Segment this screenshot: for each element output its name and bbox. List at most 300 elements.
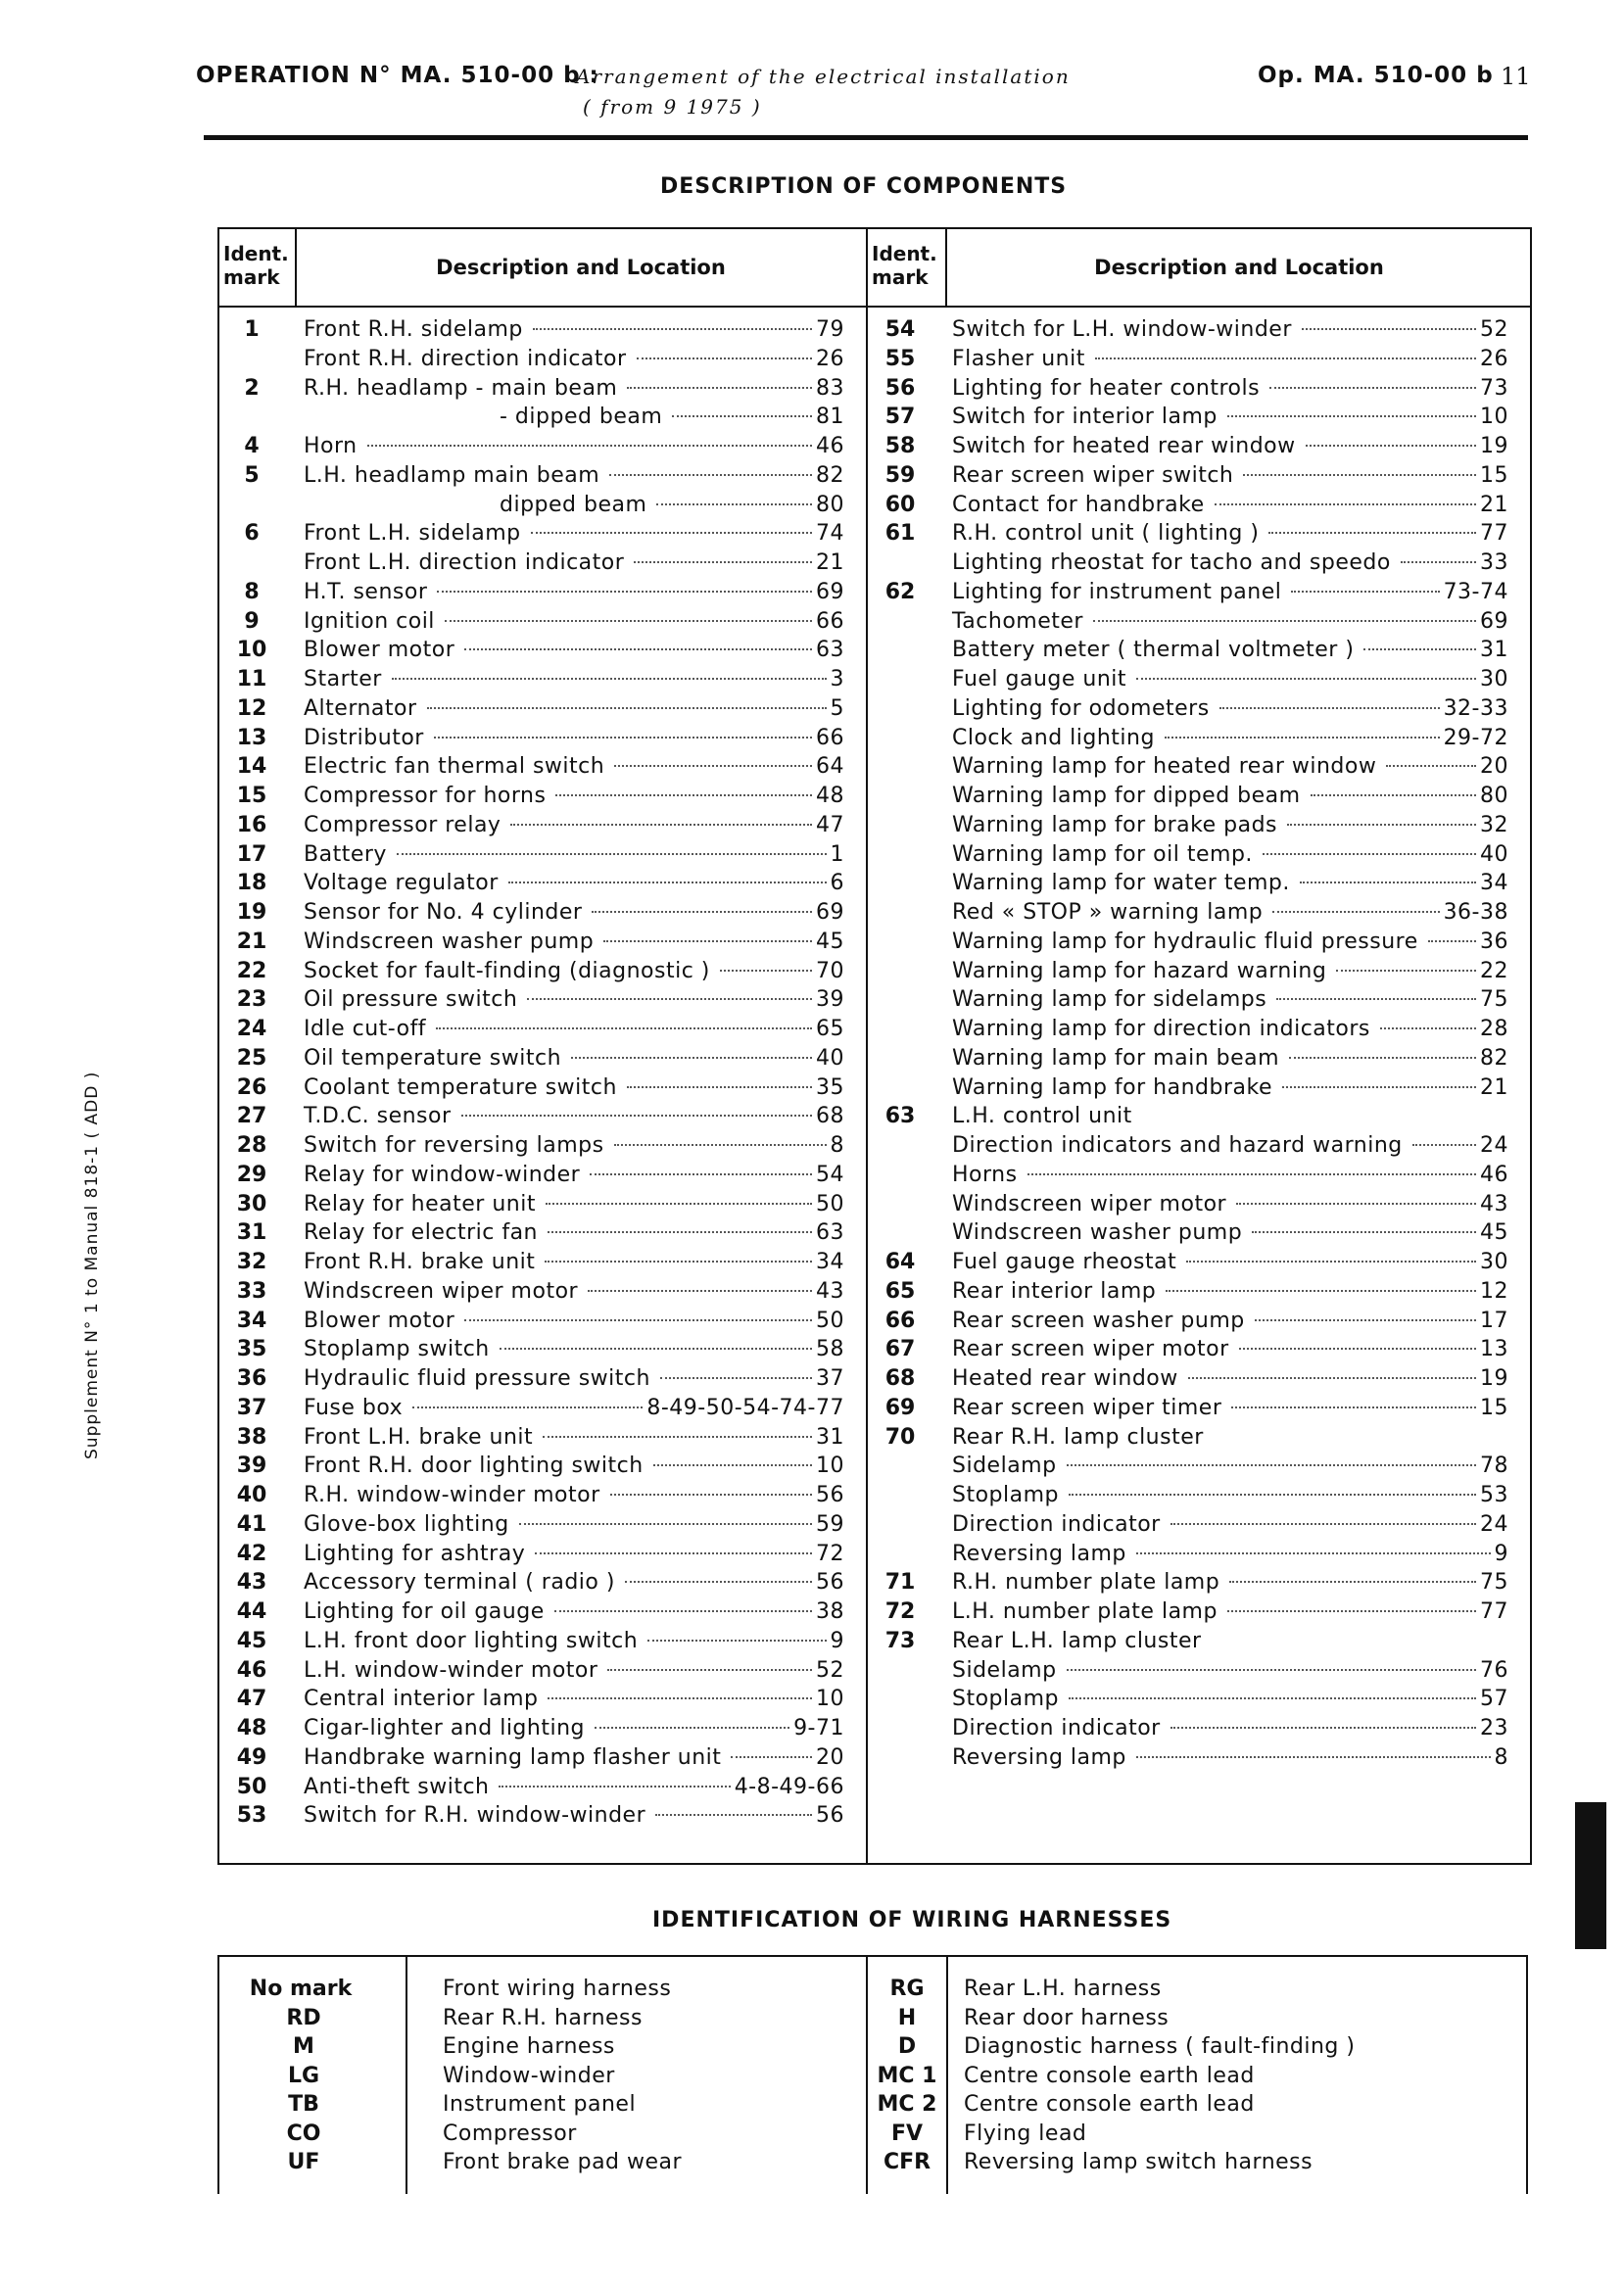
leader-dots <box>1093 620 1476 622</box>
diagram-reference: 29-72 <box>1443 725 1508 750</box>
leader-dots <box>660 1377 812 1379</box>
ident-mark: 42 <box>236 1541 267 1566</box>
leader-dots <box>533 328 812 330</box>
harness-code: RG <box>889 1977 925 2001</box>
harness-code: No mark <box>249 1977 353 2001</box>
ident-mark: 33 <box>236 1278 267 1304</box>
ident-mark: 50 <box>236 1774 267 1799</box>
list-item <box>219 548 866 578</box>
header-divider <box>219 306 1530 308</box>
component-description: Stoplamp <box>952 1483 1060 1507</box>
ident-mark: 68 <box>884 1366 916 1391</box>
component-description: Red « STOP » warning lamp <box>952 900 1264 925</box>
harness-code: H <box>897 2005 917 2030</box>
harness-name: Window-winder <box>443 2063 615 2088</box>
diagram-reference: 63 <box>816 638 844 663</box>
list-item <box>219 1743 866 1773</box>
harness-table <box>217 1955 1528 2194</box>
component-description: Rear screen wiper timer <box>952 1395 1222 1420</box>
leader-dots <box>1027 1173 1476 1175</box>
diagram-reference: 1 <box>830 841 844 867</box>
leader-dots <box>656 503 812 505</box>
diagram-reference: 24 <box>1480 1511 1508 1537</box>
list-item <box>868 665 1530 694</box>
component-description: Rear screen wiper motor <box>952 1337 1229 1362</box>
list-item <box>219 607 866 637</box>
leader-dots <box>1380 1027 1476 1029</box>
component-description: Lighting rheostat for tacho and speedo <box>952 550 1391 575</box>
component-description: Ignition coil <box>304 608 435 634</box>
diagram-reference: 50 <box>816 1191 844 1216</box>
leader-dots <box>1276 998 1476 1000</box>
diagram-reference: 20 <box>816 1744 844 1770</box>
leader-dots <box>1069 1494 1476 1496</box>
harness-row <box>866 1975 1528 2004</box>
list-item <box>868 694 1530 724</box>
list-item <box>868 1131 1530 1161</box>
component-description: Warning lamp for oil temp. <box>952 841 1253 867</box>
leader-dots <box>610 1494 812 1496</box>
component-description: Windscreen washer pump <box>952 1220 1243 1246</box>
ident-mark: 19 <box>236 900 267 925</box>
harness-row <box>866 2032 1528 2062</box>
diagram-reference: 56 <box>816 1803 844 1829</box>
list-item <box>868 1015 1530 1044</box>
component-description: Warning lamp for hydraulic fluid pressure <box>952 929 1418 954</box>
diagram-reference: 33 <box>1480 550 1508 575</box>
ident-mark: 59 <box>884 462 916 488</box>
diagram-reference: 31 <box>1480 638 1508 663</box>
leader-dots <box>603 940 812 942</box>
ident-mark: 12 <box>236 695 267 721</box>
leader-dots <box>367 445 812 447</box>
ident-mark: 62 <box>884 579 916 604</box>
harness-row <box>217 2004 864 2033</box>
leader-dots <box>543 1436 812 1438</box>
component-description: L.H. number plate lamp <box>952 1599 1218 1624</box>
diagram-reference: 77 <box>1480 1599 1508 1624</box>
component-description: Direction indicators and hazard warning <box>952 1133 1403 1158</box>
diagram-reference: 47 <box>816 812 844 837</box>
harness-name: Diagnostic harness ( fault-finding ) <box>964 2034 1356 2059</box>
leader-dots <box>1165 737 1440 739</box>
list-item <box>868 1307 1530 1336</box>
ident-mark: 27 <box>236 1104 267 1129</box>
header-rule <box>204 135 1528 140</box>
leader-dots <box>637 358 812 359</box>
component-description: Front L.H. direction indicator <box>304 550 625 575</box>
component-description: Windscreen washer pump <box>304 929 595 954</box>
ident-mark: 54 <box>884 317 916 342</box>
leader-dots <box>627 1086 812 1088</box>
ident-mark: 45 <box>236 1628 267 1653</box>
component-description: Fuel gauge unit <box>952 667 1127 691</box>
ident-mark: 16 <box>236 812 267 837</box>
diagram-reference: 80 <box>816 492 844 517</box>
component-description: Front R.H. door lighting switch <box>304 1454 644 1479</box>
ident-mark: 53 <box>236 1803 267 1829</box>
leader-dots <box>527 998 812 1000</box>
leader-dots <box>1136 1552 1491 1554</box>
diagram-reference: 15 <box>1480 1395 1508 1420</box>
leader-dots <box>1269 387 1476 389</box>
ident-mark: 34 <box>236 1308 267 1333</box>
list-item <box>868 869 1530 898</box>
list-item <box>868 636 1530 665</box>
leader-dots <box>519 1523 812 1525</box>
list-item <box>219 1714 866 1743</box>
col-desc-right: Description and Location <box>1094 256 1384 279</box>
harness-row <box>866 2090 1528 2120</box>
diagram-reference: 52 <box>1480 317 1508 342</box>
leader-dots <box>655 1814 812 1816</box>
diagram-reference: 82 <box>816 462 844 488</box>
harness-code: CO <box>286 2121 321 2146</box>
leader-dots <box>607 1669 812 1671</box>
document-subtitle: ( from 9 1975 ) <box>583 95 762 119</box>
list-item <box>219 1481 866 1510</box>
list-item <box>868 1452 1530 1481</box>
ident-mark: 49 <box>236 1744 267 1770</box>
list-item <box>219 1773 866 1802</box>
list-item <box>868 1510 1530 1540</box>
ident-mark: 36 <box>236 1366 267 1391</box>
ident-mark: 70 <box>884 1424 916 1450</box>
leader-dots <box>546 1203 812 1205</box>
leader-dots <box>1289 1057 1476 1059</box>
list-item <box>868 1248 1530 1277</box>
component-description: Clock and lighting <box>952 725 1155 750</box>
ident-mark: 1 <box>244 317 260 342</box>
list-item <box>219 1335 866 1364</box>
harness-top-rule <box>217 1955 1528 1957</box>
diagram-reference: 75 <box>1480 987 1508 1013</box>
harness-code: MC 2 <box>877 2092 937 2117</box>
leader-dots <box>1170 1727 1476 1729</box>
component-description: Central interior lamp <box>304 1687 539 1712</box>
ident-mark: 55 <box>884 346 916 371</box>
list-item <box>219 1423 866 1453</box>
diagram-reference: 10 <box>816 1454 844 1479</box>
col-ident-left: Ident. mark <box>223 242 289 289</box>
diagram-reference: 82 <box>1480 1045 1508 1071</box>
harness-name: Front brake pad wear <box>443 2150 683 2174</box>
harness-code: LG <box>287 2063 320 2088</box>
diagram-reference: 26 <box>1480 346 1508 371</box>
diagram-reference: 81 <box>816 405 844 430</box>
harness-code: TB <box>288 2092 319 2117</box>
diagram-reference: 8-49-50-54-74-77 <box>646 1395 844 1420</box>
leader-dots <box>1300 882 1476 883</box>
diagram-reference: 9-71 <box>793 1716 844 1740</box>
list-item <box>868 1364 1530 1394</box>
list-item <box>219 1248 866 1277</box>
leader-dots <box>427 707 827 709</box>
component-description: Lighting for heater controls <box>952 375 1261 401</box>
leader-dots <box>1069 1697 1476 1699</box>
leader-dots <box>1095 358 1476 359</box>
diagram-reference: 31 <box>816 1424 844 1450</box>
operation-reference: Op. MA. 510-00 b <box>1258 63 1494 88</box>
diagram-reference: 70 <box>816 958 844 983</box>
component-description: Front R.H. brake unit <box>304 1250 536 1274</box>
list-item <box>868 607 1530 637</box>
component-description: Fuse box <box>304 1395 404 1420</box>
leader-dots <box>1229 1581 1476 1583</box>
component-description: Warning lamp for water temp. <box>952 871 1290 896</box>
ident-mark: 26 <box>236 1074 267 1100</box>
diagram-reference: 21 <box>1480 492 1508 517</box>
component-description: Distributor <box>304 725 424 750</box>
list-item <box>219 869 866 898</box>
list-item <box>219 1627 866 1656</box>
diagram-reference: 50 <box>816 1308 844 1333</box>
harness-name: Instrument panel <box>443 2092 637 2117</box>
leader-dots <box>1188 1377 1476 1379</box>
leader-dots <box>548 1697 812 1699</box>
component-description: R.H. control unit ( lighting ) <box>952 521 1260 547</box>
list-item <box>868 1743 1530 1773</box>
list-item <box>219 1102 866 1131</box>
leader-dots <box>1067 1464 1476 1466</box>
ident-mark: 29 <box>236 1162 267 1187</box>
diagram-reference: 8 <box>1494 1744 1508 1770</box>
diagram-reference: 30 <box>1480 667 1508 691</box>
list-item <box>219 1568 866 1597</box>
diagram-reference: 66 <box>816 725 844 750</box>
diagram-reference: 10 <box>1480 405 1508 430</box>
component-description: - dipped beam <box>500 405 663 430</box>
ident-mark: 43 <box>236 1570 267 1596</box>
diagram-reference: 48 <box>816 784 844 808</box>
diagram-reference: 9 <box>1494 1541 1508 1566</box>
diagram-reference: 83 <box>816 375 844 401</box>
leader-dots <box>1231 1406 1476 1408</box>
ident-mark: 15 <box>236 784 267 808</box>
list-item <box>219 1190 866 1219</box>
list-item <box>219 782 866 811</box>
list-item <box>219 345 866 374</box>
list-item <box>868 1597 1530 1627</box>
page-edge-marker <box>1575 1802 1606 1949</box>
component-description: Stoplamp switch <box>304 1337 490 1362</box>
page-number: 11 <box>1501 63 1531 90</box>
leader-dots <box>647 1640 826 1642</box>
harness-code: M <box>293 2034 314 2059</box>
component-description: Switch for interior lamp <box>952 405 1218 430</box>
component-description: Hydraulic fluid pressure switch <box>304 1366 650 1391</box>
leader-dots <box>1272 911 1439 913</box>
component-description: Direction indicator <box>952 1716 1161 1740</box>
diagram-reference: 64 <box>816 754 844 780</box>
diagram-reference: 65 <box>816 1017 844 1041</box>
list-item <box>219 1685 866 1714</box>
component-description: Relay for electric fan <box>304 1220 539 1246</box>
list-item <box>868 315 1530 345</box>
ident-mark: 56 <box>884 375 916 401</box>
ident-mark: 67 <box>884 1337 916 1362</box>
component-description: Relay for window-winder <box>304 1162 581 1187</box>
diagram-reference: 69 <box>816 900 844 925</box>
list-item <box>868 548 1530 578</box>
leader-dots <box>588 1290 812 1292</box>
component-description: Warning lamp for heated rear window <box>952 754 1377 780</box>
component-description: Warning lamp for handbrake <box>952 1074 1272 1100</box>
leader-dots <box>1268 532 1476 534</box>
components-table <box>217 227 1532 1865</box>
diagram-reference: 59 <box>816 1511 844 1537</box>
ident-mark: 64 <box>884 1250 916 1274</box>
leader-dots <box>1287 824 1476 826</box>
component-description: Direction indicator <box>952 1511 1161 1537</box>
diagram-reference: 40 <box>1480 841 1508 867</box>
diagram-reference: 54 <box>816 1162 844 1187</box>
list-item <box>868 782 1530 811</box>
list-item <box>868 519 1530 548</box>
component-description: Warning lamp for hazard warning <box>952 958 1327 983</box>
list-item <box>219 1801 866 1831</box>
ident-mark: 9 <box>244 608 260 634</box>
list-item <box>219 432 866 461</box>
component-description: Relay for heater unit <box>304 1191 536 1216</box>
list-item <box>219 403 866 432</box>
divider <box>945 229 947 306</box>
diagram-reference: 35 <box>816 1074 844 1100</box>
component-description: Accessory terminal ( radio ) <box>304 1570 615 1596</box>
list-item <box>219 928 866 957</box>
list-item <box>219 898 866 928</box>
leader-dots <box>571 1057 812 1059</box>
harness-list-left <box>217 1975 864 2190</box>
list-item <box>219 694 866 724</box>
diagram-reference: 17 <box>1480 1308 1508 1333</box>
diagram-reference: 73-74 <box>1443 579 1508 604</box>
diagram-reference: 28 <box>1480 1017 1508 1041</box>
diagram-reference: 69 <box>816 579 844 604</box>
leader-dots <box>1227 1610 1476 1612</box>
document-title: Arrangement of the electrical installation <box>576 65 1071 88</box>
diagram-reference: 32-33 <box>1443 695 1508 721</box>
leader-dots <box>1386 765 1476 767</box>
leader-dots <box>555 794 812 796</box>
diagram-reference: 21 <box>1480 1074 1508 1100</box>
diagram-reference: 26 <box>816 346 844 371</box>
component-description: Battery meter ( thermal voltmeter ) <box>952 638 1355 663</box>
ident-mark: 14 <box>236 754 267 780</box>
leader-dots <box>1282 1086 1476 1088</box>
ident-mark: 2 <box>244 375 260 401</box>
leader-dots <box>1166 1290 1476 1292</box>
component-description: Lighting for instrument panel <box>952 579 1282 604</box>
component-description: Oil temperature switch <box>304 1045 562 1071</box>
diagram-reference: 6 <box>830 871 844 896</box>
ident-mark: 58 <box>884 434 916 458</box>
diagram-reference: 58 <box>816 1337 844 1362</box>
leader-dots <box>1336 970 1476 972</box>
diagram-reference: 46 <box>816 434 844 458</box>
component-description: Front L.H. brake unit <box>304 1424 534 1450</box>
leader-dots <box>464 1319 812 1321</box>
harness-list-right <box>866 1975 1528 2190</box>
list-item <box>219 1015 866 1044</box>
diagram-reference: 22 <box>1480 958 1508 983</box>
col-ident-right: Ident. mark <box>872 242 937 289</box>
ident-mark: 48 <box>236 1716 267 1740</box>
component-description: L.H. front door lighting switch <box>304 1628 639 1653</box>
leader-dots <box>614 1144 827 1146</box>
list-item <box>868 1540 1530 1569</box>
diagram-reference: 9 <box>830 1628 844 1653</box>
component-description: Switch for heated rear window <box>952 434 1296 458</box>
ident-mark: 47 <box>236 1687 267 1712</box>
ident-mark: 32 <box>236 1250 267 1274</box>
leader-dots <box>1170 1523 1476 1525</box>
component-description: H.T. sensor <box>304 579 428 604</box>
list-item <box>868 1714 1530 1743</box>
component-description: Glove-box lighting <box>304 1511 509 1537</box>
list-item <box>868 985 1530 1015</box>
leader-dots <box>554 1610 812 1612</box>
list-item <box>219 811 866 840</box>
component-description: Rear screen washer pump <box>952 1308 1245 1333</box>
list-item <box>219 1656 866 1686</box>
leader-dots <box>545 1261 812 1263</box>
leader-dots <box>1215 503 1476 505</box>
list-item <box>868 1568 1530 1597</box>
leader-dots <box>1306 445 1476 447</box>
list-item <box>219 578 866 607</box>
ident-mark: 41 <box>236 1511 267 1537</box>
components-title: DESCRIPTION OF COMPONENTS <box>660 174 1068 199</box>
diagram-reference: 68 <box>816 1104 844 1129</box>
component-description: Contact for handbrake <box>952 492 1205 517</box>
leader-dots <box>672 415 812 417</box>
leader-dots <box>1263 853 1476 855</box>
component-description: R.H. number plate lamp <box>952 1570 1220 1596</box>
diagram-reference: 19 <box>1480 434 1508 458</box>
component-description: Lighting for oil gauge <box>304 1599 545 1624</box>
list-item <box>868 578 1530 607</box>
component-description: Flasher unit <box>952 346 1085 371</box>
component-description: Blower motor <box>304 1308 455 1333</box>
leader-dots <box>1136 1756 1491 1758</box>
diagram-reference: 74 <box>816 521 844 547</box>
component-description: Switch for R.H. window-winder <box>304 1803 646 1829</box>
list-item <box>219 491 866 520</box>
ident-mark: 37 <box>236 1395 267 1420</box>
harness-code: RD <box>286 2005 321 2030</box>
diagram-reference: 43 <box>816 1278 844 1304</box>
list-item <box>868 752 1530 782</box>
divider <box>295 229 297 306</box>
diagram-reference: 20 <box>1480 754 1508 780</box>
ident-mark: 6 <box>244 521 260 547</box>
leader-dots <box>412 1406 643 1408</box>
diagram-reference: 45 <box>816 929 844 954</box>
list-item <box>219 1364 866 1394</box>
leader-dots <box>1412 1144 1476 1146</box>
list-item <box>868 1685 1530 1714</box>
diagram-reference: 12 <box>1480 1278 1508 1304</box>
diagram-reference: 79 <box>816 317 844 342</box>
list-item <box>219 1510 866 1540</box>
ident-mark: 71 <box>884 1570 916 1596</box>
ident-mark: 8 <box>244 579 260 604</box>
leader-dots <box>1311 794 1476 796</box>
component-description: Battery <box>304 841 387 867</box>
harness-row <box>866 2004 1528 2033</box>
list-item <box>868 1102 1530 1131</box>
